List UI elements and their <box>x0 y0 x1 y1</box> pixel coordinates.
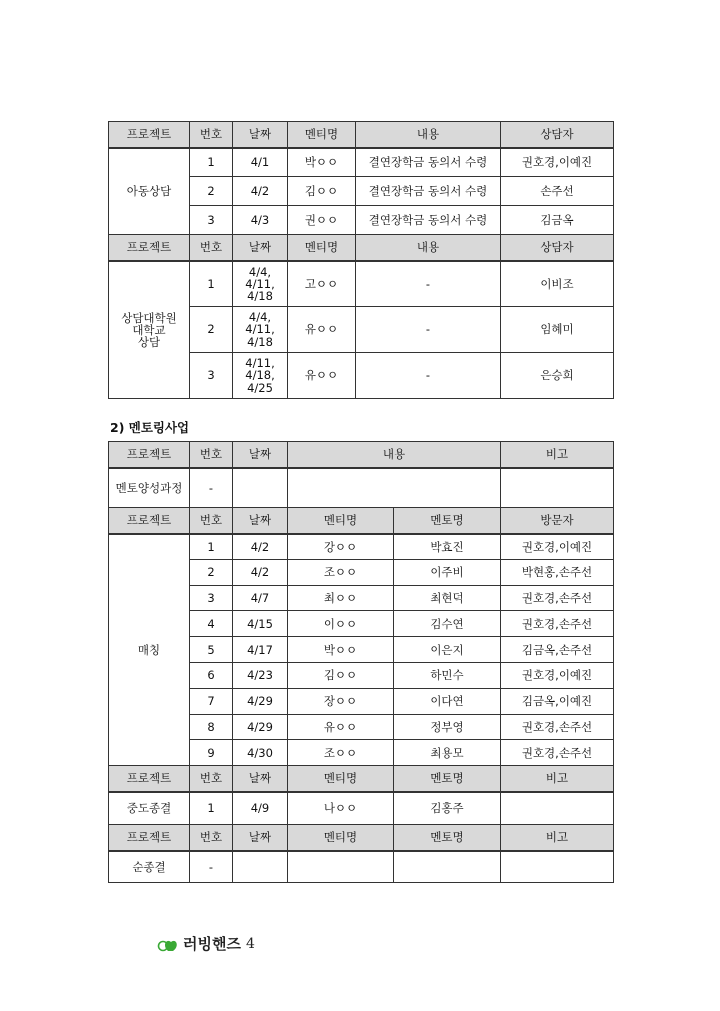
data-cell: 이주비 <box>394 559 501 585</box>
data-cell: 4/23 <box>233 662 288 688</box>
header-row <box>109 508 614 534</box>
data-cell <box>501 851 614 883</box>
table-row <box>109 851 614 883</box>
column-header: 날짜 <box>233 508 288 534</box>
data-cell: 최용모 <box>394 740 501 766</box>
data-cell: 고ㅇㅇ <box>288 261 356 307</box>
column-header: 비고 <box>501 442 614 468</box>
column-header: 멘티명 <box>288 122 356 148</box>
project-cell: 상담대학원 대학교 상담 <box>109 261 190 399</box>
column-header: 번호 <box>190 235 233 261</box>
column-header: 프로젝트 <box>109 766 190 792</box>
data-cell: 은승희 <box>501 353 614 399</box>
column-header: 비고 <box>501 766 614 792</box>
column-header: 멘티명 <box>288 766 394 792</box>
section-title: 2) 멘토링사업 <box>110 420 190 435</box>
column-header: 멘티명 <box>288 825 394 851</box>
data-cell: 권호경,손주선 <box>501 585 614 611</box>
column-header: 멘토명 <box>394 825 501 851</box>
data-cell: 김ㅇㅇ <box>288 662 394 688</box>
data-cell: 멘토양성과정 <box>109 468 190 508</box>
data-cell: 5 <box>190 637 233 663</box>
data-cell <box>288 468 501 508</box>
header-row <box>109 122 614 148</box>
data-cell: 8 <box>190 714 233 740</box>
column-header: 방문자 <box>501 508 614 534</box>
data-cell: 7 <box>190 688 233 714</box>
page-number: 4 <box>245 935 255 952</box>
data-cell: 유ㅇㅇ <box>288 307 356 353</box>
data-cell: 권ㅇㅇ <box>288 206 356 235</box>
column-header: 날짜 <box>233 235 288 261</box>
column-header: 상담자 <box>501 122 614 148</box>
data-cell: 4/7 <box>233 585 288 611</box>
data-cell <box>394 851 501 883</box>
column-header: 날짜 <box>233 825 288 851</box>
data-cell: 최ㅇㅇ <box>288 585 394 611</box>
column-header: 상담자 <box>501 235 614 261</box>
data-cell: 나ㅇㅇ <box>288 792 394 825</box>
data-cell: 권호경,이예진 <box>501 534 614 560</box>
column-header: 내용 <box>356 122 501 148</box>
data-cell: 장ㅇㅇ <box>288 688 394 714</box>
data-cell: 김금옥,이예진 <box>501 688 614 714</box>
column-header: 내용 <box>288 442 501 468</box>
data-cell: 4 <box>190 611 233 637</box>
data-cell: 순종결 <box>109 851 190 883</box>
column-header: 멘토명 <box>394 766 501 792</box>
data-cell: 결연장학금 동의서 수령 <box>356 148 501 177</box>
data-cell: 이은지 <box>394 637 501 663</box>
column-header: 프로젝트 <box>109 442 190 468</box>
data-cell: 3 <box>190 206 233 235</box>
data-cell <box>501 792 614 825</box>
data-cell: 권호경,손주선 <box>501 611 614 637</box>
data-cell <box>501 468 614 508</box>
column-header: 프로젝트 <box>109 825 190 851</box>
table-row <box>109 534 614 560</box>
data-cell: 4/2 <box>233 177 288 206</box>
data-cell: 유ㅇㅇ <box>288 353 356 399</box>
data-cell: 4/3 <box>233 206 288 235</box>
data-cell: 4/29 <box>233 688 288 714</box>
data-cell: 이비조 <box>501 261 614 307</box>
data-cell: 김ㅇㅇ <box>288 177 356 206</box>
data-cell: 4/4, 4/11, 4/18 <box>233 307 288 353</box>
data-cell: 김금옥 <box>501 206 614 235</box>
data-cell <box>288 851 394 883</box>
data-cell: 유ㅇㅇ <box>288 714 394 740</box>
data-cell: 김금옥,손주선 <box>501 637 614 663</box>
data-cell: 김홍주 <box>394 792 501 825</box>
data-cell: 강ㅇㅇ <box>288 534 394 560</box>
data-cell: 4/30 <box>233 740 288 766</box>
data-cell: 4/15 <box>233 611 288 637</box>
data-cell: - <box>190 851 233 883</box>
data-cell: 김수연 <box>394 611 501 637</box>
table-row <box>109 148 614 177</box>
data-cell: 박현홍,손주선 <box>501 559 614 585</box>
data-cell: - <box>356 307 501 353</box>
project-cell: 매칭 <box>109 534 190 766</box>
data-cell: 4/4, 4/11, 4/18 <box>233 261 288 307</box>
data-cell: 임혜미 <box>501 307 614 353</box>
column-header: 번호 <box>190 442 233 468</box>
column-header: 날짜 <box>233 766 288 792</box>
column-header: 날짜 <box>233 442 288 468</box>
table-row <box>109 261 614 307</box>
header-row <box>109 235 614 261</box>
data-cell: 최현덕 <box>394 585 501 611</box>
data-cell: 박ㅇㅇ <box>288 637 394 663</box>
data-cell: 9 <box>190 740 233 766</box>
counseling-table <box>108 121 614 399</box>
column-header: 멘토명 <box>394 508 501 534</box>
header-row <box>109 766 614 792</box>
data-cell: 2 <box>190 559 233 585</box>
data-cell: - <box>356 261 501 307</box>
data-cell: 박ㅇㅇ <box>288 148 356 177</box>
data-cell: 중도종결 <box>109 792 190 825</box>
data-cell: 권호경,손주선 <box>501 740 614 766</box>
footer-brand: 러빙핸즈 <box>183 935 241 953</box>
data-cell: 하민수 <box>394 662 501 688</box>
data-cell: 손주선 <box>501 177 614 206</box>
data-cell: 4/11, 4/18, 4/25 <box>233 353 288 399</box>
data-cell: - <box>356 353 501 399</box>
project-cell: 아동상담 <box>109 148 190 235</box>
data-cell: 권호경,이예진 <box>501 148 614 177</box>
data-cell: 1 <box>190 261 233 307</box>
data-cell: 조ㅇㅇ <box>288 740 394 766</box>
data-cell: 4/1 <box>233 148 288 177</box>
data-cell <box>233 851 288 883</box>
data-cell: 조ㅇㅇ <box>288 559 394 585</box>
logo-icon <box>157 935 179 953</box>
column-header: 날짜 <box>233 122 288 148</box>
header-row <box>109 825 614 851</box>
column-header: 프로젝트 <box>109 508 190 534</box>
data-cell: 1 <box>190 148 233 177</box>
data-cell: - <box>190 468 233 508</box>
data-cell: 정부영 <box>394 714 501 740</box>
data-cell: 권호경,손주선 <box>501 714 614 740</box>
column-header: 멘티명 <box>288 235 356 261</box>
column-header: 프로젝트 <box>109 122 190 148</box>
data-cell: 2 <box>190 177 233 206</box>
data-cell: 결연장학금 동의서 수령 <box>356 177 501 206</box>
data-cell: 1 <box>190 534 233 560</box>
column-header: 번호 <box>190 122 233 148</box>
column-header: 번호 <box>190 508 233 534</box>
data-cell: 4/2 <box>233 559 288 585</box>
data-cell: 박효진 <box>394 534 501 560</box>
data-cell: 3 <box>190 585 233 611</box>
column-header: 내용 <box>356 235 501 261</box>
data-cell: 4/17 <box>233 637 288 663</box>
table-row <box>109 468 614 508</box>
footer <box>157 933 255 954</box>
data-cell: 1 <box>190 792 233 825</box>
data-cell: 2 <box>190 307 233 353</box>
column-header: 프로젝트 <box>109 235 190 261</box>
data-cell: 이ㅇㅇ <box>288 611 394 637</box>
column-header: 번호 <box>190 825 233 851</box>
column-header: 비고 <box>501 825 614 851</box>
data-cell: 6 <box>190 662 233 688</box>
data-cell: 이다연 <box>394 688 501 714</box>
table-row <box>109 792 614 825</box>
data-cell: 3 <box>190 353 233 399</box>
data-cell: 4/2 <box>233 534 288 560</box>
header-row <box>109 442 614 468</box>
data-cell: 권호경,이예진 <box>501 662 614 688</box>
data-cell: 결연장학금 동의서 수령 <box>356 206 501 235</box>
column-header: 번호 <box>190 766 233 792</box>
data-cell <box>233 468 288 508</box>
column-header: 멘티명 <box>288 508 394 534</box>
data-cell: 4/9 <box>233 792 288 825</box>
data-cell: 4/29 <box>233 714 288 740</box>
mentoring-table <box>108 441 614 883</box>
